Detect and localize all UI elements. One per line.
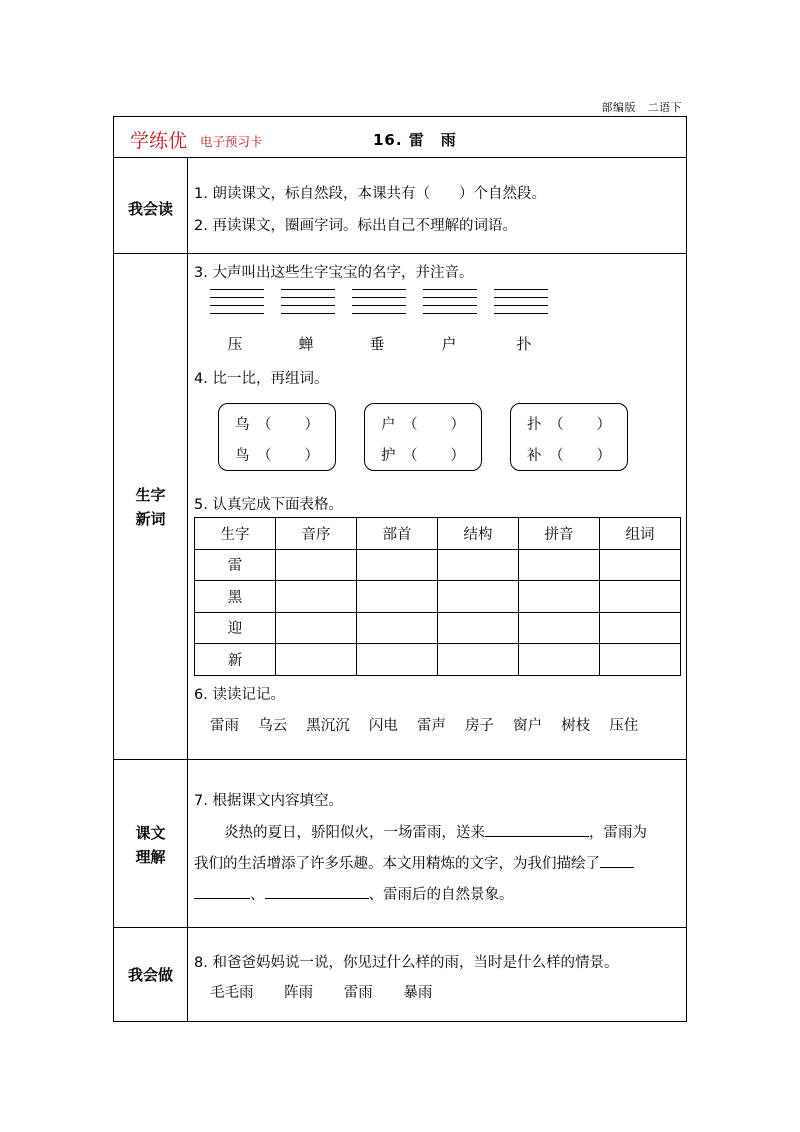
row-char: 雷 (195, 549, 276, 581)
compare-char: 户 (381, 417, 396, 433)
answer-cell[interactable] (357, 549, 438, 581)
question-1: 1. 朗读课文，标自然段，本课共有（ ）个自然段。 (194, 186, 546, 202)
answer-cell[interactable] (600, 581, 681, 613)
compare-char: 鸟 (235, 448, 250, 464)
answer-cell[interactable] (600, 612, 681, 644)
paren: （ (549, 417, 564, 433)
row-char: 迎 (195, 612, 276, 644)
paren: ） (304, 417, 319, 433)
column-header: 音序 (276, 518, 357, 550)
answer-cell[interactable] (438, 644, 519, 676)
blank-line[interactable] (600, 851, 634, 868)
word-item: 雷雨 (210, 718, 239, 734)
section-understand-line2: 理解 (135, 848, 166, 866)
answer-cell[interactable] (276, 549, 357, 581)
word-item: 黑沉沉 (306, 718, 350, 734)
compare-char: 乌 (235, 417, 250, 433)
pinyin-lines[interactable] (281, 289, 335, 321)
answer-cell[interactable] (519, 549, 600, 581)
fill-text: 、 (250, 887, 265, 903)
answer-cell[interactable] (600, 549, 681, 581)
question-4: 4. 比一比，再组词。 (194, 371, 329, 387)
fill-line-3 (194, 882, 514, 904)
column-divider (187, 157, 188, 1021)
fill-text: 我们的生活增添了许多乐趣。本文用精炼的文字，为我们描绘了 (194, 856, 600, 872)
fill-text: ，雷雨为 (589, 825, 647, 841)
fill-text: 炎热的夏日，骄阳似火，一场雷雨，送来 (224, 825, 485, 841)
question-3: 3. 大声叫出这些生字宝宝的名字，并注音。 (194, 265, 474, 281)
new-char: 户 (441, 335, 457, 353)
blank-line[interactable] (485, 820, 589, 837)
answer-cell[interactable] (357, 581, 438, 613)
fill-text: 、雷雨后的自然景象。 (368, 887, 514, 903)
compare-char: 护 (381, 448, 396, 464)
answer-cell[interactable] (357, 644, 438, 676)
paren: ） (596, 417, 611, 433)
paren: （ (549, 448, 564, 464)
word-item: 窗户 (513, 718, 543, 734)
paren: ） (304, 448, 319, 464)
answer-cell[interactable] (519, 581, 600, 613)
brand-name: 学练优 (130, 130, 188, 152)
question-2: 2. 再读课文，圈画字词。标出自己不理解的词语。 (194, 218, 517, 234)
section-words-line1: 生字 (135, 486, 166, 504)
word-item: 树枝 (561, 718, 591, 734)
section-do-label: 我会做 (127, 966, 173, 984)
row-divider (114, 157, 686, 158)
row-divider (114, 253, 686, 254)
rain-types (210, 981, 458, 1002)
column-header: 生字 (195, 518, 276, 550)
section-words-line2: 新词 (135, 510, 166, 528)
answer-cell[interactable] (438, 549, 519, 581)
answer-cell[interactable] (357, 612, 438, 644)
pinyin-lines[interactable] (423, 289, 477, 321)
table-header-row (195, 518, 681, 550)
compare-box (510, 403, 628, 471)
rain-item: 阵雨 (284, 985, 314, 1001)
card-type: 电子预习卡 (200, 134, 263, 149)
blank-line[interactable] (194, 882, 250, 899)
rain-item: 毛毛雨 (210, 985, 254, 1001)
row-char: 黑 (195, 581, 276, 613)
rain-item: 雷雨 (343, 985, 373, 1001)
new-char: 蝉 (298, 335, 314, 353)
question-8: 8. 和爸爸妈妈说一说，你见过什么样的雨，当时是什么样的情景。 (194, 955, 619, 971)
answer-cell[interactable] (276, 612, 357, 644)
question-5: 5. 认真完成下面表格。 (194, 497, 343, 513)
answer-cell[interactable] (519, 612, 600, 644)
rain-item: 暴雨 (403, 985, 433, 1001)
edition-label: 部编版 二语下 (601, 101, 682, 114)
word-item: 压住 (609, 718, 639, 734)
lesson-title: 16. 雷 雨 (373, 131, 457, 149)
answer-cell[interactable] (600, 644, 681, 676)
table-row (195, 644, 681, 676)
word-list (210, 714, 653, 735)
row-char: 新 (195, 644, 276, 676)
table-row (195, 549, 681, 581)
answer-cell[interactable] (438, 612, 519, 644)
preview-card-sheet (113, 116, 687, 1022)
paren: ） (450, 448, 465, 464)
paren: （ (403, 448, 418, 464)
column-header: 拼音 (519, 518, 600, 550)
new-char: 压 (227, 335, 243, 353)
char-analysis-table (194, 517, 681, 676)
word-item: 房子 (465, 718, 495, 734)
compare-box (218, 403, 336, 471)
table-row (195, 581, 681, 613)
fill-line-2 (194, 851, 634, 873)
section-understand-label (114, 821, 187, 869)
word-item: 闪电 (368, 718, 398, 734)
answer-cell[interactable] (519, 644, 600, 676)
pinyin-lines[interactable] (494, 289, 548, 321)
table-row (195, 612, 681, 644)
compare-char: 扑 (527, 417, 542, 433)
paren: （ (403, 417, 418, 433)
pinyin-lines[interactable] (352, 289, 406, 321)
answer-cell[interactable] (438, 581, 519, 613)
answer-cell[interactable] (276, 581, 357, 613)
paren: （ (257, 448, 272, 464)
blank-line[interactable] (265, 882, 369, 899)
paren: （ (257, 417, 272, 433)
compare-box (364, 403, 482, 471)
section-words-label (114, 483, 187, 531)
compare-char: 补 (527, 448, 542, 464)
row-divider (114, 759, 686, 760)
question-6: 6. 读读记记。 (194, 687, 285, 703)
pinyin-lines[interactable] (210, 289, 264, 321)
title-row (114, 117, 686, 157)
row-divider (114, 927, 686, 928)
answer-cell[interactable] (276, 644, 357, 676)
fill-line-1 (224, 820, 647, 842)
paren: ） (450, 417, 465, 433)
new-char: 垂 (369, 335, 385, 353)
question-7: 7. 根据课文内容填空。 (194, 793, 343, 809)
column-header: 结构 (438, 518, 519, 550)
section-read-label: 我会读 (127, 200, 173, 218)
paren: ） (596, 448, 611, 464)
new-char: 扑 (516, 335, 532, 353)
column-header: 组词 (600, 518, 681, 550)
section-understand-line1: 课文 (135, 824, 166, 842)
column-header: 部首 (357, 518, 438, 550)
word-item: 乌云 (258, 718, 288, 734)
word-item: 雷声 (416, 718, 446, 734)
